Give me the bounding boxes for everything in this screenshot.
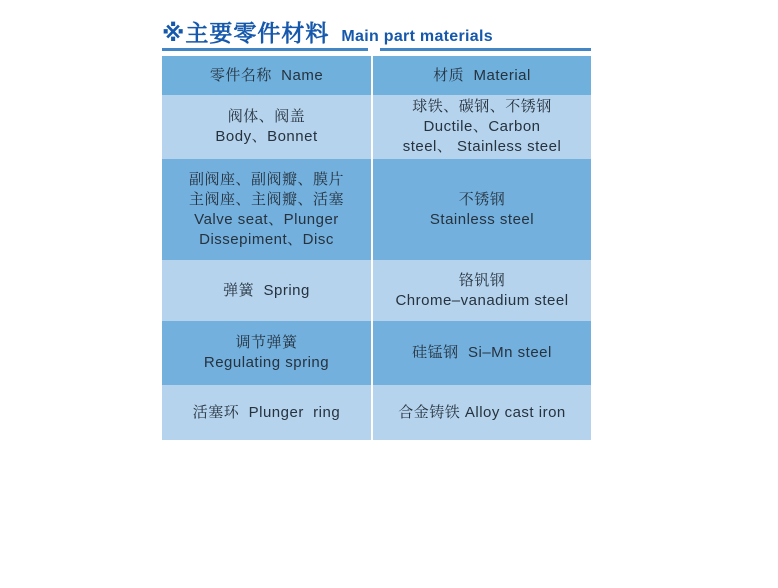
cell-text-line: 活塞环 Plunger ring bbox=[192, 403, 341, 421]
material-cell bbox=[373, 260, 591, 321]
table-row bbox=[162, 260, 591, 321]
page-title-chinese: ※主要零件材料 bbox=[162, 20, 330, 46]
cell-text-line: 合金铸铁 Alloy cast iron bbox=[398, 403, 566, 421]
table-body bbox=[162, 95, 591, 440]
header-cell-material bbox=[373, 56, 591, 95]
material-cell bbox=[373, 159, 591, 260]
table-row bbox=[162, 385, 591, 440]
cell-text-line: 球铁、碳钢、不锈钢 bbox=[412, 98, 552, 115]
header-label-material: 材质 Material bbox=[433, 66, 531, 84]
table-row bbox=[162, 159, 591, 260]
table-header-row bbox=[162, 56, 591, 95]
header-label-name: 零件名称 Name bbox=[209, 66, 324, 84]
top-border-left-segment bbox=[162, 48, 368, 51]
cell-text-line: Stainless steel bbox=[429, 210, 535, 228]
header-cell-name bbox=[162, 56, 371, 95]
cell-text-line: 阀体、阀盖 bbox=[227, 108, 306, 125]
cell-text-line: Ductile、Carbon bbox=[423, 118, 541, 135]
cell-text-line: 主阀座、主阀瓣、活塞 bbox=[188, 190, 344, 208]
cell-text-line: Dissepiment、Disc bbox=[199, 230, 334, 248]
cell-text-line: 弹簧 Spring bbox=[223, 281, 310, 299]
name-cell bbox=[162, 321, 371, 385]
cell-text-line: Body、Bonnet bbox=[215, 128, 318, 145]
cell-text-line: 不锈钢 bbox=[458, 190, 506, 208]
table-top-border bbox=[162, 48, 591, 51]
name-cell bbox=[162, 95, 371, 159]
table-row bbox=[162, 321, 591, 385]
name-cell bbox=[162, 260, 371, 321]
cell-text-line: 铬钒钢 bbox=[458, 271, 506, 289]
top-border-right-segment bbox=[380, 48, 591, 51]
top-border-gap bbox=[368, 48, 380, 51]
material-cell bbox=[373, 95, 591, 159]
cell-text-line: Chrome–vanadium steel bbox=[395, 291, 569, 309]
table-row bbox=[162, 95, 591, 159]
cell-text-line: Regulating spring bbox=[203, 354, 330, 371]
page-title bbox=[162, 15, 493, 48]
page-title-english: Main part materials bbox=[341, 28, 493, 45]
cell-text-line: steel、 Stainless steel bbox=[402, 138, 562, 155]
materials-grid bbox=[162, 56, 591, 440]
cell-text-line: 硅锰钢 Si–Mn steel bbox=[412, 344, 552, 361]
cell-text-line: 调节弹簧 bbox=[235, 334, 298, 351]
materials-table bbox=[162, 48, 591, 440]
material-cell bbox=[373, 321, 591, 385]
name-cell bbox=[162, 385, 371, 440]
cell-text-line: Valve seat、Plunger bbox=[194, 210, 339, 228]
material-cell bbox=[373, 385, 591, 440]
name-cell bbox=[162, 159, 371, 260]
cell-text-line: 副阀座、副阀瓣、膜片 bbox=[188, 170, 344, 188]
